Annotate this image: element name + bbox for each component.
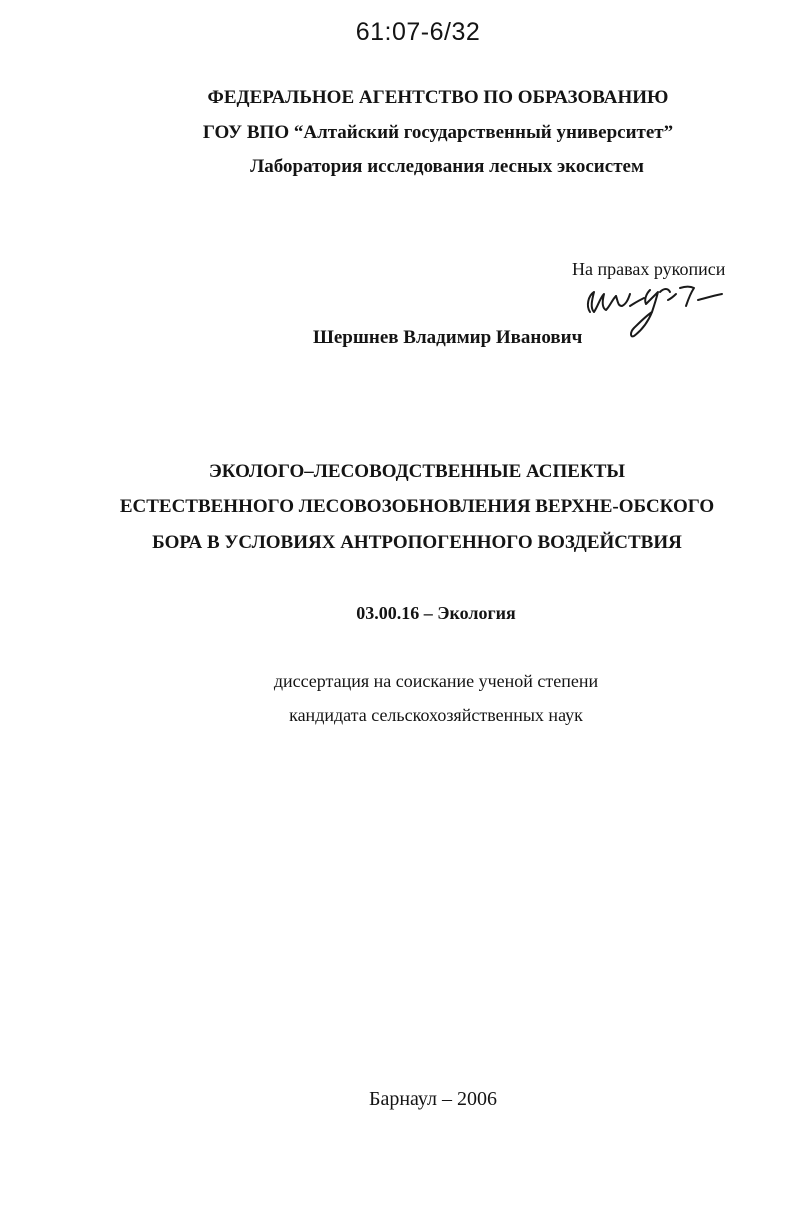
dissertation-title-line: БОРА В УСЛОВИЯХ АНТРОПОГЕННОГО ВОЗДЕЙСТВИЯ	[152, 532, 682, 553]
city-and-year: Барнаул – 2006	[368, 1088, 498, 1110]
degree-description-line: диссертация на соискание ученой степени	[273, 671, 599, 691]
degree-description-line: кандидата сельскохозяйственных наук	[289, 705, 583, 725]
handwritten-signature	[572, 276, 742, 346]
author-name: Шершнев Владимир Иванович	[313, 327, 583, 348]
specialty-code: 03.00.16 – Экология	[356, 603, 516, 623]
manuscript-rights-note: На правах рукописи	[572, 259, 726, 279]
laboratory-name: Лаборатория исследования лесных экосистем	[250, 156, 644, 177]
dissertation-title-line: ЭКОЛОГО–ЛЕСОВОДСТВЕННЫЕ АСПЕКТЫ	[208, 461, 626, 482]
catalog-number: 61:07-6/32	[355, 18, 481, 46]
agency-name: ФЕДЕРАЛЬНОЕ АГЕНТСТВО ПО ОБРАЗОВАНИЮ	[207, 87, 669, 108]
university-name: ГОУ ВПО “Алтайский государственный университет”	[202, 122, 674, 143]
dissertation-title-line: ЕСТЕСТВЕННОГО ЛЕСОВОЗОБНОВЛЕНИЯ ВЕРХНЕ-ОБСКОГО	[119, 496, 715, 517]
